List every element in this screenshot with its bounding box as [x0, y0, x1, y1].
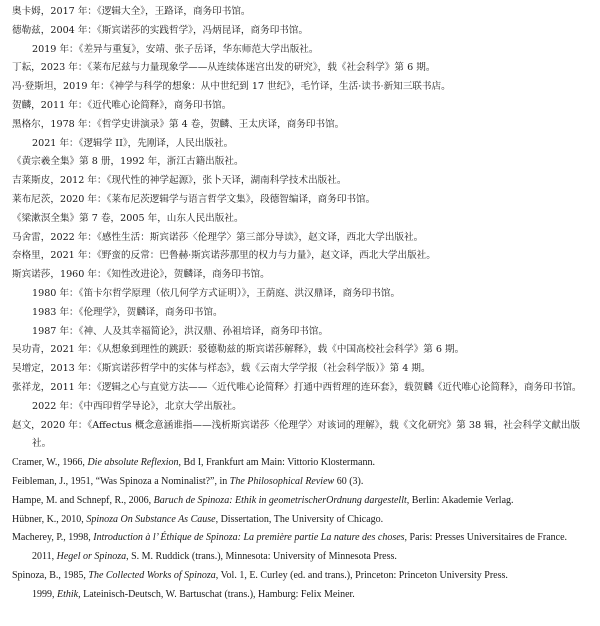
- reference-text: Hübner, K., 2010,: [12, 513, 87, 525]
- reference-entry: 黑格尔，1978 年：《哲学史讲演录》第 4 卷，贺麟、王太庆译，商务印书馆。: [12, 118, 345, 130]
- reference-title: Spinoza On Substance As Cause: [86, 513, 216, 525]
- reference-entry: 张祥龙，2011 年：《逻辑之心与直觉方法——〈近代唯心论简释〉打通中西哲理的连环套》，载贺麟《近代唯心论简释》，商务印书馆。: [12, 381, 582, 393]
- reference-entry: 2019 年：《差异与重复》，安靖、张子岳译，华东师范大学出版社。: [32, 43, 319, 55]
- reference-entry: 吴功青，2021 年：《从想象到理性的跳跃：驳德勒兹的斯宾诺莎解释》，载《中国高校社会科学》第 6 期。: [12, 344, 465, 356]
- reference-entry: 丁耘，2023 年：《莱布尼兹与力量现象学——从连续体迷宫出发的研究》，载《社会科学》第 6 期。: [12, 62, 436, 74]
- reference-entry: 奈格里，2021 年：《野蛮的反常：巴鲁赫·斯宾诺莎那里的权力与力量》，赵文译，西北大学出版社。: [12, 250, 436, 262]
- reference-text: 2011,: [32, 551, 57, 563]
- reference-title: Hegel or Spinoza: [56, 551, 127, 563]
- reference-entry: 贺麟，2011 年：《近代唯心论简释》，商务印书馆。: [12, 99, 232, 111]
- reference-title: The Philosophical Review: [229, 475, 335, 487]
- reference-entry: 2021 年：《逻辑学 II》，先刚译，人民出版社。: [32, 137, 234, 149]
- reference-entry: [12, 454, 588, 473]
- reference-text: Feibleman, J., 1951, “Was Spinoza a Nominalist?”, in: [12, 475, 230, 487]
- reference-text: 1999,: [32, 588, 57, 600]
- reference-entry: 《黄宗羲全集》第 8 册，1992 年，浙江古籍出版社。: [12, 156, 244, 168]
- reference-text: Spinoza, B., 1985,: [12, 569, 89, 581]
- reference-text: Hampe, M. and Schnepf, R., 2006,: [12, 494, 154, 506]
- reference-text: , Dissertation, The University of Chicago.: [215, 513, 384, 525]
- reference-entry: [12, 586, 588, 605]
- reference-title: The Collected Works of Spinoza: [88, 569, 216, 581]
- reference-entry: 莱布尼茨，2020 年：《莱布尼茨逻辑学与语言哲学文集》，段德智编译，商务印书馆。: [12, 193, 376, 205]
- reference-entry: [12, 529, 588, 548]
- reference-text: 60 (3).: [334, 475, 364, 487]
- reference-entry: 1983 年：《伦理学》，贺麟译，商务印书馆。: [32, 306, 223, 318]
- reference-text: , Vol. 1, E. Curley (ed. and trans.), Princeton: Princeton University Press.: [215, 569, 508, 581]
- reference-entry: 吴增定，2013 年：《斯宾诺莎哲学中的实体与样态》，载《云南大学学报（社会科学版）》第 4 期。: [12, 363, 431, 375]
- chinese-references: [12, 3, 588, 454]
- reference-title: Die absolute Reflexion: [87, 457, 179, 469]
- reference-text: Macherey, P., 1998,: [12, 532, 94, 544]
- reference-entry: 赵文，2020 年：《Affectus 概念意涵谁指——浅析斯宾诺莎〈伦理学〉对该词的理解》，载《文化研究》第 38 辑，社会科学文献出版社。: [12, 419, 581, 450]
- reference-text: , Paris: Presses Universitaires de France.: [404, 532, 568, 544]
- reference-entry: 奥卡姆，2017 年：《逻辑大全》，王路译，商务印书馆。: [12, 6, 251, 17]
- reference-entry: 1980 年：《笛卡尔哲学原理（依几何学方式证明）》，王荫庭、洪汉鼎译，商务印书馆。: [32, 287, 401, 299]
- reference-text: , Bd I, Frankfurt am Main: Vittorio Klostermann.: [178, 457, 375, 469]
- reference-text: , Berlin: Akademie Verlag.: [406, 494, 514, 506]
- reference-text: , S. M. Ruddick (trans.), Minnesota: University of Minnesota Press.: [126, 551, 397, 563]
- reference-entry: 斯宾诺莎，1960 年：《知性改进论》，贺麟译，商务印书馆。: [12, 269, 270, 281]
- reference-text: Cramer, W., 1966,: [12, 457, 88, 469]
- reference-entry: [12, 492, 588, 511]
- reference-entry: [12, 473, 588, 492]
- reference-text: , Lateinisch-Deutsch, W. Bartuschat (trans.), Hamburg: Felix Meiner.: [78, 588, 355, 600]
- reference-title: Introduction à l’ Éthique de Spinoza: La première partie La nature des choses: [93, 532, 405, 544]
- reference-entry: 2022 年：《中西印哲学导论》，北京大学出版社。: [32, 400, 242, 412]
- reference-entry: [12, 511, 588, 530]
- reference-entry: 吉莱斯皮，2012 年：《现代性的神学起源》，张卜天译，湖南科学技术出版社。: [12, 175, 347, 187]
- reference-title: Ethik: [57, 588, 79, 600]
- reference-title: Baruch de Spinoza: Ethik in geometrischerOrdnung dargestellt: [153, 494, 407, 506]
- reference-entry: 德勒兹，2004 年：《斯宾诺莎的实践哲学》，冯炳昆译，商务印书馆。: [12, 24, 309, 36]
- reference-entry: 冯·登斯坦，2019 年：《神学与科学的想象：从中世纪到 17 世纪》，毛竹译，生活·读书·新知三联书店。: [12, 81, 451, 93]
- reference-entry: [12, 567, 588, 586]
- reference-entry: [12, 548, 588, 567]
- reference-entry: 《梁漱溟全集》第 7 卷，2005 年，山东人民出版社。: [12, 212, 244, 224]
- reference-entry: 1987 年：《神、人及其幸福简论》，洪汉鼎、孙祖培译，商务印书馆。: [32, 325, 329, 337]
- western-references: [12, 454, 588, 604]
- reference-entry: 马舍雷，2022 年：《感性生活：斯宾诺莎〈伦理学〉第三部分导读》，赵文译，西北大学出版社。: [12, 231, 424, 243]
